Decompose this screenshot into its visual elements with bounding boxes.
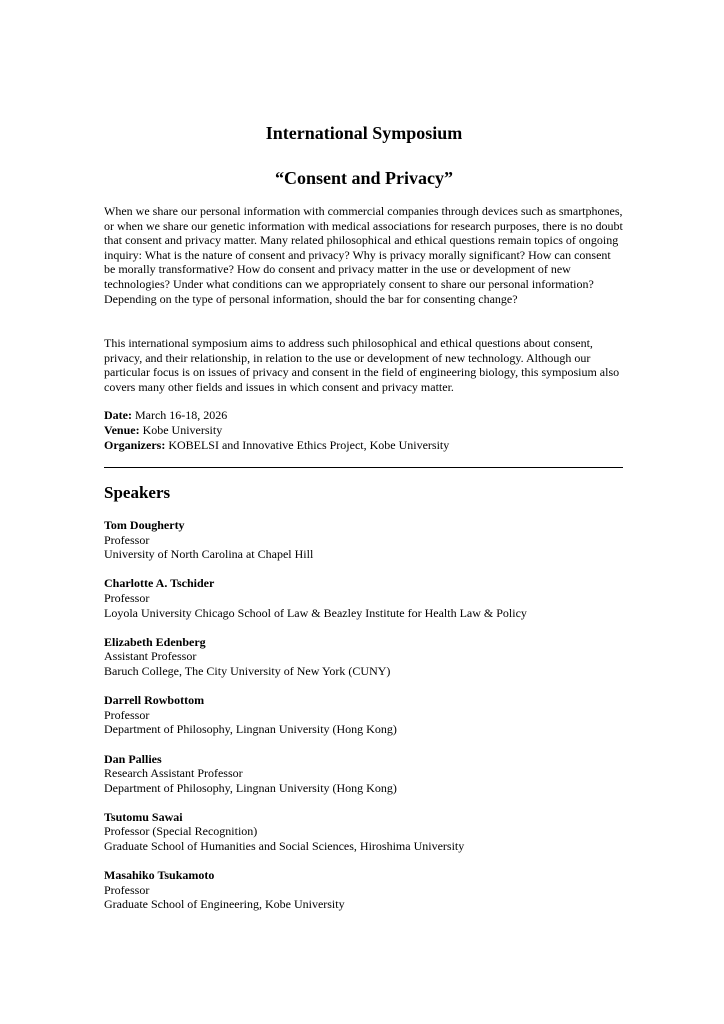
section-divider [104,467,623,468]
speaker-entry [104,635,624,679]
speaker-affiliation: University of North Carolina at Chapel Hill [104,547,314,562]
aim-paragraph: This international symposium aims to address such philosophical and ethical questions about consent, privacy, and their relationship, in relation to the use or development of new technology. Although our particular focus is on issues of privacy and consent in the field of engineering biology, this symposium also covers many other fields and issues in which consent and privacy matter. [104,336,620,394]
speaker-name: Elizabeth Edenberg [104,634,206,649]
speaker-role: Professor (Special Recognition) [104,824,258,839]
event-details [104,408,624,453]
speaker-entry [104,752,624,796]
document-subtitle: “Consent and Privacy” [274,168,453,188]
speaker-name: Dan Pallies [104,751,162,766]
speaker-name: Masahiko Tsukamoto [104,868,215,883]
speaker-affiliation: Baruch College, The City University of New York (CUNY) [104,663,391,678]
organizers-value: KOBELSI and Innovative Ethics Project, Kobe University [165,438,450,452]
date-line [104,408,624,423]
speaker-affiliation: Department of Philosophy, Lingnan University (Hong Kong) [104,722,397,737]
speaker-role: Assistant Professor [104,649,197,664]
speaker-affiliation: Graduate School of Engineering, Kobe University [104,897,345,912]
venue-label: Venue: [104,423,140,437]
date-label: Date: [104,408,132,422]
speaker-name: Tom Dougherty [104,518,185,532]
speaker-entry [104,576,624,620]
speakers-list [104,518,624,927]
organizers-line [104,438,624,453]
speaker-role: Professor [104,707,150,722]
speakers-heading: Speakers [104,483,171,502]
speaker-role: Research Assistant Professor [104,766,243,781]
speaker-role: Professor [104,532,150,547]
speaker-role: Professor [104,590,150,605]
intro-paragraph: When we share our personal information with commercial companies through devices such as smartphones, or when we share our genetic information with medical associations for research purposes, there is no doubt that consent and privacy matter. Many related philosophical and ethical questions remain topics of ongoing inquiry: What is the nature of consent and privacy? Why is privacy morally significant? How can consent be morally transformative? How do consent and privacy matter in the use or development of new technologies? Under what conditions can we appropriately consent to share our personal information? Depending on the type of personal information, should the bar for consenting change? [104,204,623,306]
document-title: International Symposium [265,123,463,143]
organizers-label: Organizers: [104,438,166,452]
speaker-entry [104,693,624,737]
venue-value: Kobe University [139,423,223,437]
venue-line [104,423,624,438]
speaker-name: Charlotte A. Tschider [104,576,215,591]
speaker-entry [104,518,624,562]
speaker-affiliation: Department of Philosophy, Lingnan University (Hong Kong) [104,780,397,795]
speaker-entry [104,810,624,854]
speaker-role: Professor [104,882,150,897]
speaker-name: Tsutomu Sawai [104,809,183,824]
speaker-name: Darrell Rowbottom [104,693,205,708]
date-value: March 16-18, 2026 [131,408,228,422]
speaker-entry [104,868,624,912]
speaker-affiliation: Graduate School of Humanities and Social Sciences, Hiroshima University [104,839,465,854]
speaker-affiliation: Loyola University Chicago School of Law & Beazley Institute for Health Law & Policy [104,605,527,620]
